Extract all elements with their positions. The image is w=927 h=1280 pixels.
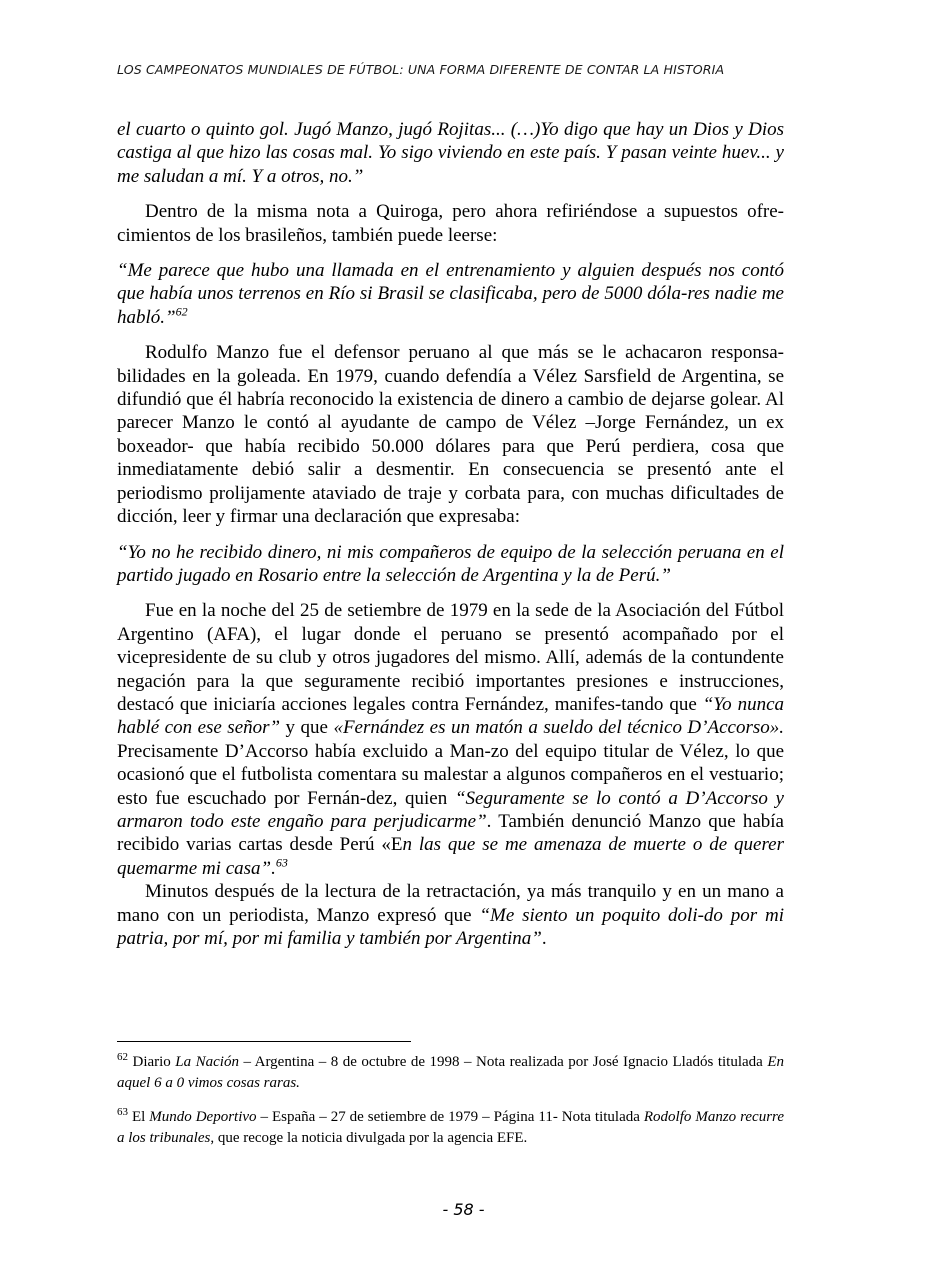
footnote-number: 62 (117, 1051, 128, 1063)
quote-paragraph (117, 259, 784, 329)
footnote-ref: 62 (175, 304, 188, 319)
footnote: $^{62}$ Diario La Nación – Argentina – 8 de octubre de 1998 – Nota realizada por José Ignacio Lladós titulada En aquel 6 a 0 vimos cosas raras. (117, 1051, 784, 1091)
body-text (117, 118, 784, 962)
paragraph: Rodulfo Manzo fue el defensor peruano al que más se le achacaron responsa-bilidades en la goleada. En 1979, cuando defendía a Vélez Sarsfield de Argentina, se difundió que él habría reconocido la existencia de dinero a cambio de dejarse golear. Al parecer Manzo le contó al ayudante de campo de Vélez –Jorge Fernández, un ex boxeador- que había recibido 50.000 dólares para que Perú perdiera, cosa que inmediatamente debió salir a desmentir. En consecuencia se presentó ante el periodismo prolijamente ataviado de traje y corbata para, con muchas dificultades de dicción, leer y firmar una declaración que expresaba: (117, 342, 784, 528)
footnotes (117, 1052, 784, 1162)
paragraph: Dentro de la misma nota a Quiroga, pero ahora refiriéndose a supuestos ofre-cimientos de los brasileños, también puede leerse: (117, 201, 784, 246)
paragraph: Fue en la noche del 25 de setiembre de 1979 en la sede de la Asociación del Fútbol Argentino (AFA), el lugar donde el peruano se presentó acompañado por el vicepresidente de su club y otros jugadores del mismo. Allí, además de la contundente negación para la que seguramente recibió importantes presiones e instrucciones, destacó que iniciaría acciones legales contra Fernández, manifes-tando que “Yo nunca hablé con ese señor” y que «Fernández es un matón a sueldo del técnico D’Accorso». Precisamente D’Accorso había excluido a Man-zo del equipo titular de Vélez, lo que ocasionó que el futbolista comentara su malestar a algunos compañeros en el vestuario; esto fue escuchado por Fernán-dez, quien “Seguramente se lo contó a D’Accorso y armaron todo este engaño para perjudicarme”. También denunció Manzo que había recibido varias cartas desde Perú «En las que se me amenaza de muerte o de querer quemarme mi casa”.$^{63}$ (117, 600, 784, 879)
paragraph: Minutos después de la lectura de la retractación, ya más tranquilo y en un mano a mano con un periodista, Manzo expresó que “Me siento un poquito doli-do por mi patria, por mí, por mi familia y también por Argentina”. (117, 881, 784, 949)
footnote-number: 63 (117, 1106, 128, 1118)
page-number: - 58 - (442, 1200, 485, 1219)
footnote: $^{63}$ El Mundo Deportivo – España – 27 de setiembre de 1979 – Página 11- Nota titulada Rodolfo Manzo recurre a los tribunales, que recoge la noticia divulgada por la agencia EFE. (117, 1106, 784, 1146)
quote-paragraph (117, 541, 784, 588)
running-header: LOS CAMPEONATOS MUNDIALES DE FÚTBOL: UNA FORMA DIFERENTE DE CONTAR LA HISTORIA (117, 62, 725, 77)
footnote-separator (117, 1041, 411, 1042)
quote-text: el cuarto o quinto gol. Jugó Manzo, jugó Rojitas... (…)Yo digo que hay un Dios y Dios castiga al que hizo las cosas mal. Yo sigo viviendo en este país. Y pasan veinte huev... y me saludan a mí. Y a otros, no.” (117, 119, 784, 187)
footnote-ref: 63 (275, 855, 288, 870)
quote-text: “Yo no he recibido dinero, ni mis compañeros de equipo de la selección peruana en el partido jugado en Rosario entre la selección de Argentina y la de Perú.” (117, 541, 784, 586)
quote-paragraph (117, 118, 784, 188)
quote-text: “Me parece que hubo una llamada en el entrenamiento y alguien después nos contó que había unos terrenos en Río si Brasil se clasificaba, pero de 5000 dóla-res nadie me habló.” (117, 260, 784, 328)
